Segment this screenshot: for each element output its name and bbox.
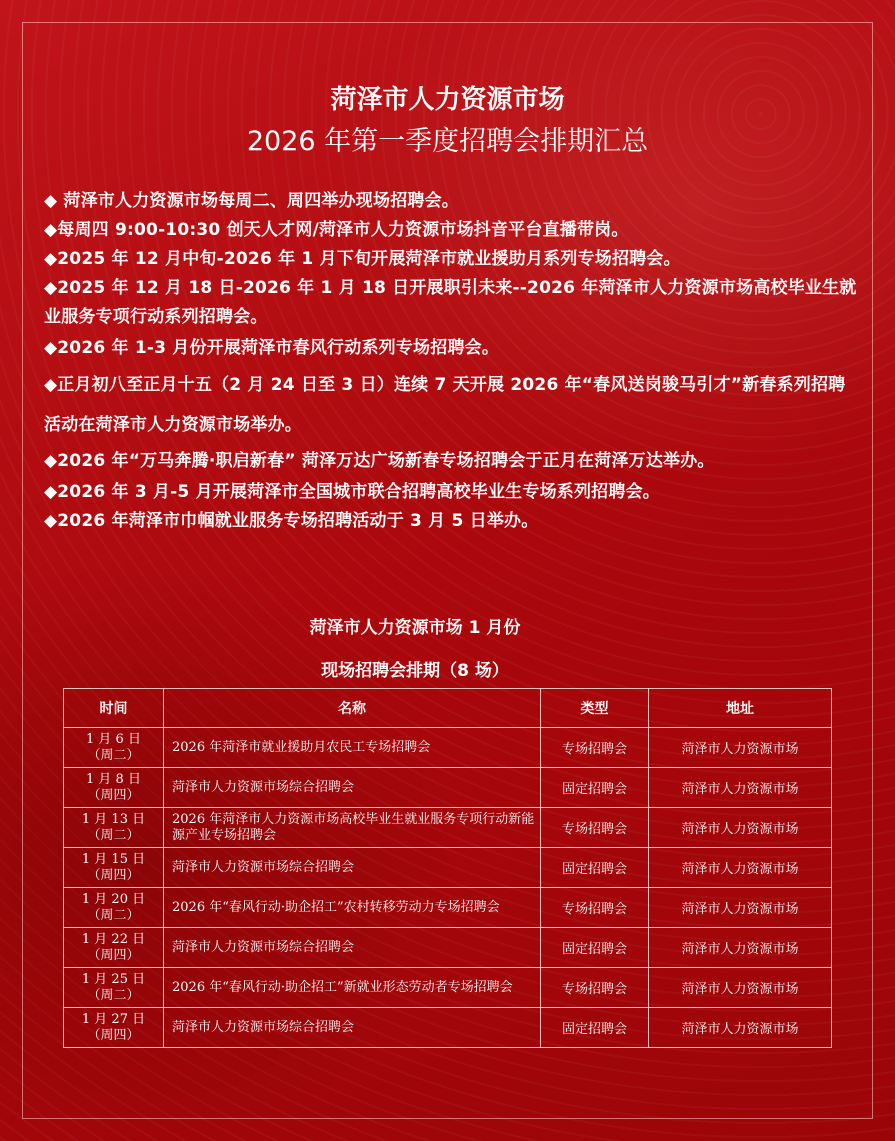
cell-time xyxy=(64,728,164,768)
table-row xyxy=(64,728,832,768)
cell-date: 1 月 25 日 xyxy=(81,971,146,987)
table-row xyxy=(64,888,832,928)
cell-weekday: （周四） xyxy=(87,787,140,803)
cell-address: 菏泽市人力资源市场 xyxy=(649,848,832,888)
announcement-item: ◆2025 年 12 月 18 日-2026 年 1 月 18 日开展职引未来--2026 年菏泽市人力资源市场高校毕业生就业服务专项行动系列招聘会。 xyxy=(44,278,857,327)
cell-weekday: （周二） xyxy=(87,827,140,843)
cell-address: 菏泽市人力资源市场 xyxy=(649,1008,832,1048)
announcement-item: ◆2026 年 3 月-5 月开展菏泽市全国城市联合招聘高校毕业生专场系列招聘会。 xyxy=(44,482,660,502)
cell-type: 专场招聘会 xyxy=(541,808,649,848)
cell-name: 菏泽市人力资源市场综合招聘会 xyxy=(164,848,541,888)
page-title: 菏泽市人力资源市场 xyxy=(330,85,565,115)
cell-time xyxy=(64,848,164,888)
table-row xyxy=(64,968,832,1008)
schedule-table xyxy=(63,688,832,1048)
cell-name: 菏泽市人力资源市场综合招聘会 xyxy=(164,928,541,968)
cell-date: 1 月 20 日 xyxy=(81,891,146,907)
cell-time xyxy=(64,928,164,968)
announcement-item: ◆2026 年“万马奔腾·职启新春” 菏泽万达广场新春专场招聘会于正月在菏泽万达举办。 xyxy=(44,451,715,471)
cell-name: 2026 年“春风行动·助企招工”农村转移劳动力专场招聘会 xyxy=(164,888,541,928)
announcement-list xyxy=(44,187,858,536)
cell-type: 固定招聘会 xyxy=(541,848,649,888)
table-row xyxy=(64,768,832,808)
header-address: 地址 xyxy=(649,689,832,728)
table-row xyxy=(64,1008,832,1048)
cell-type: 专场招聘会 xyxy=(541,888,649,928)
cell-time xyxy=(64,968,164,1008)
cell-weekday: （周二） xyxy=(87,907,140,923)
cell-type: 专场招聘会 xyxy=(541,728,649,768)
cell-weekday: （周二） xyxy=(87,747,140,763)
cell-address: 菏泽市人力资源市场 xyxy=(649,928,832,968)
cell-address: 菏泽市人力资源市场 xyxy=(649,968,832,1008)
header-name: 名称 xyxy=(164,689,541,728)
announcement-item: ◆每周四 9:00-10:30 创天人才网/菏泽市人力资源市场抖音平台直播带岗。 xyxy=(44,220,629,240)
announcement-item: ◆2026 年 1-3 月份开展菏泽市春风行动系列专场招聘会。 xyxy=(44,338,500,358)
cell-time xyxy=(64,768,164,808)
cell-date: 1 月 15 日 xyxy=(81,851,146,867)
cell-time xyxy=(64,808,164,848)
table-row xyxy=(64,808,832,848)
announcement-item: ◆2025 年 12 月中旬-2026 年 1 月下旬开展菏泽市就业援助月系列专场招聘会。 xyxy=(44,249,681,269)
page-subtitle: 2026 年第一季度招聘会排期汇总 xyxy=(246,126,649,157)
schedule-heading: 菏泽市人力资源市场 1 月份 xyxy=(309,618,521,638)
cell-name: 菏泽市人力资源市场综合招聘会 xyxy=(164,768,541,808)
announcement-item: ◆ 菏泽市人力资源市场每周二、周四举办现场招聘会。 xyxy=(44,191,459,211)
cell-name: 2026 年菏泽市就业援助月农民工专场招聘会 xyxy=(164,728,541,768)
cell-time xyxy=(64,888,164,928)
cell-type: 专场招聘会 xyxy=(541,968,649,1008)
cell-time xyxy=(64,1008,164,1048)
cell-date: 1 月 27 日 xyxy=(81,1011,146,1027)
schedule-subheading: 现场招聘会排期（8 场） xyxy=(321,661,509,681)
cell-name: 2026 年菏泽市人力资源市场高校毕业生就业服务专项行动新能源产业专场招聘会 xyxy=(164,808,541,848)
cell-name: 2026 年“春风行动·助企招工”新就业形态劳动者专场招聘会 xyxy=(164,968,541,1008)
cell-address: 菏泽市人力资源市场 xyxy=(649,728,832,768)
cell-weekday: （周二） xyxy=(87,987,140,1003)
cell-address: 菏泽市人力资源市场 xyxy=(649,888,832,928)
cell-weekday: （周四） xyxy=(87,1027,140,1043)
cell-weekday: （周四） xyxy=(87,867,140,883)
cell-date: 1 月 8 日 xyxy=(86,771,141,787)
cell-address: 菏泽市人力资源市场 xyxy=(649,768,832,808)
table-header-row xyxy=(64,689,832,728)
announcement-item: ◆正月初八至正月十五（2 月 24 日至 3 日）连续 7 天开展 2026 年“春风送岗骏马引才”新春系列招聘活动在菏泽市人力资源市场举办。 xyxy=(44,375,846,435)
table-row xyxy=(64,848,832,888)
cell-date: 1 月 22 日 xyxy=(81,931,146,947)
cell-name: 菏泽市人力资源市场综合招聘会 xyxy=(164,1008,541,1048)
cell-type: 固定招聘会 xyxy=(541,928,649,968)
table-row xyxy=(64,928,832,968)
header-time: 时间 xyxy=(64,689,164,728)
cell-type: 固定招聘会 xyxy=(541,768,649,808)
cell-type: 固定招聘会 xyxy=(541,1008,649,1048)
announcement-item: ◆2026 年菏泽市巾帼就业服务专场招聘活动于 3 月 5 日举办。 xyxy=(44,511,539,531)
header-type: 类型 xyxy=(541,689,649,728)
cell-date: 1 月 13 日 xyxy=(81,811,146,827)
cell-address: 菏泽市人力资源市场 xyxy=(649,808,832,848)
cell-weekday: （周四） xyxy=(87,947,140,963)
cell-date: 1 月 6 日 xyxy=(86,731,141,747)
